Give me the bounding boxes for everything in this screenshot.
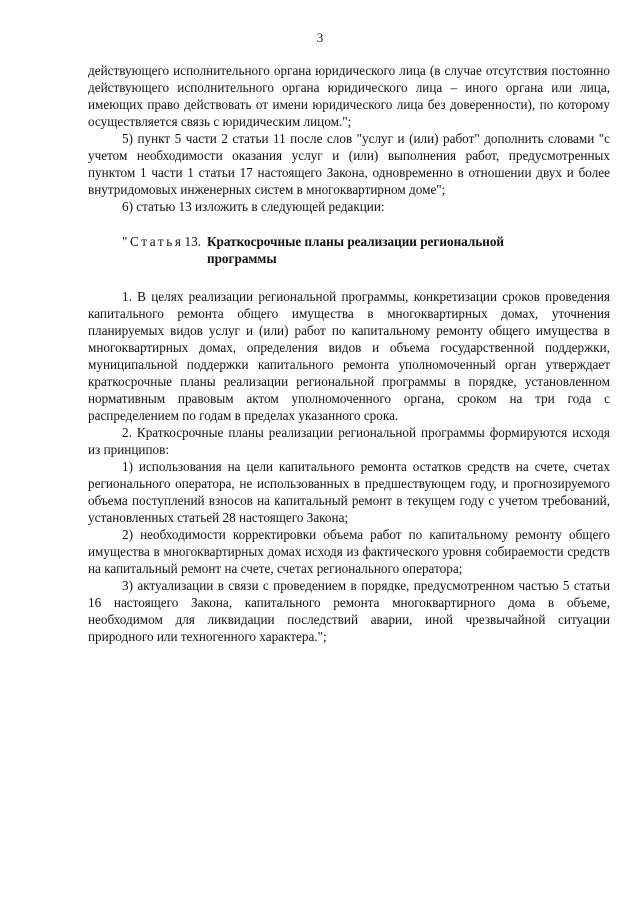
article-subitem-3: 3) актуализации в связи с проведением в порядке, предусмотренном частью 5 статьи 16 настоящего Закона, капитального ремонта многоквартирного дома в объеме, необходимом для ликвидации последствий аварии, иной чрезвычайной ситуации природного или техногенного характера."; xyxy=(88,578,610,644)
article-number: 13. xyxy=(184,234,201,249)
article-subitem-1: 1) использования на цели капитального ремонта остатков средств на счете, счетах регионального оператора, не использованных в предшествующем году, и прогнозируемого объема поступлений взносов на капитальный ремонт в текущем году с учетом требований, установленных статьей 28 настоящего Закона; xyxy=(88,459,610,525)
article-paragraph-1: 1. В целях реализации региональной программы, конкретизации сроков проведения капитального ремонта общего имущества в многоквартирных домах, уточнения планируемых видов услуг и (или) работ по капитальному ремонту общего имущества в многоквартирных домах, определения видов и объема государственной поддержки, муниципальной поддержки капитального ремонта уполномоченный орган утверждает краткосрочные планы реализации региональной программы в порядке, установленном нормативным правовым актом уполномоченного органа, сроком на три года с распределением по годам в пределах указанного срока. xyxy=(88,289,610,423)
paragraph-item-5: 5) пункт 5 части 2 статьи 11 после слов "услуг и (или) работ" дополнить словами "с учетом необходимости оказания услуг и (или) выполнения работ, предусмотренных пунктом 1 части 1 статьи 17 настоящего Закона, одновременно в отношении двух и более внутридомовых инженерных систем в многоквартирном доме"; xyxy=(88,131,610,197)
article-paragraph-2: 2. Краткосрочные планы реализации региональной программы формируются исходя из принципов: xyxy=(88,425,610,457)
article-heading xyxy=(88,233,610,267)
page-number: 3 xyxy=(316,30,324,45)
article-label: "Статья xyxy=(122,234,184,249)
article-subitem-2: 2) необходимости корректировки объема работ по капитальному ремонту общего имущества в многоквартирных домах исходя из фактического уровня собираемости средств на капитальный ремонт на счете, счетах регионального оператора; xyxy=(88,527,610,576)
paragraph-continuation: действующего исполнительного органа юридического лица (в случае отсутствия постоянно действующего исполнительного органа юридического лица – иного органа или лица, имеющих право действовать от имени юридического лица без доверенности), по которому осуществляется связь с юридическим лицом."; xyxy=(88,63,610,129)
article-title: Краткосрочные планы реализации региональной программы xyxy=(206,234,505,266)
document-body xyxy=(88,62,610,645)
paragraph-item-6: 6) статью 13 изложить в следующей редакции: xyxy=(122,199,385,214)
